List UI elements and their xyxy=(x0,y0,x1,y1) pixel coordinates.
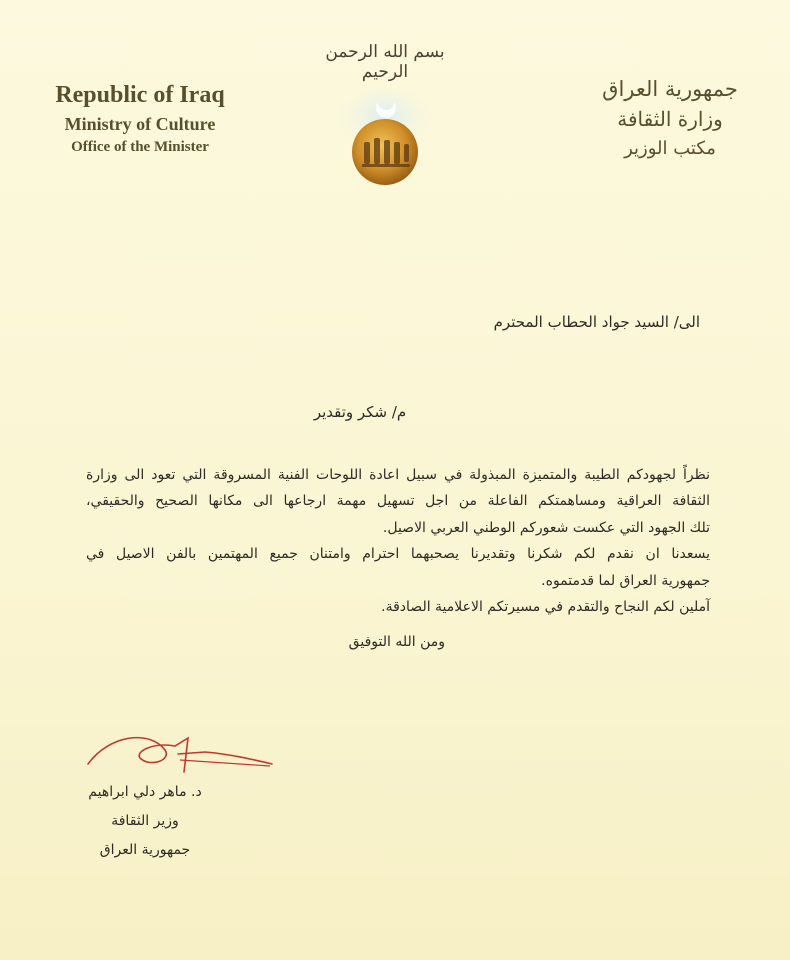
addressee-line: الى/ السيد جواد الحطاب المحترم xyxy=(493,313,700,331)
letterhead-office-en: Office of the Minister xyxy=(71,139,209,155)
signatory-country: جمهورية العراق xyxy=(99,842,191,858)
subject-line: م/ شكر وتقدير xyxy=(313,403,407,421)
letterhead-country-ar: جمهورية العراق xyxy=(602,77,738,101)
letterhead-ministry-ar: وزارة الثقافة xyxy=(617,107,723,131)
body-line-6: آملين لكم النجاح والتقدم في مسيرتكم الاعلامية الصادقة. xyxy=(381,599,710,616)
closing-line: ومن الله التوفيق xyxy=(348,634,445,650)
signatory-block xyxy=(60,778,230,865)
body-line-1: نظراً لجهودكم الطيبة والمتميزة المبذولة في سبيل اعادة اللوحات الفنية المسروقة التي تعود الى وزارة xyxy=(86,467,710,483)
body-line-3: تلك الجهود التي عكست شعوركم الوطني العربي الاصيل. xyxy=(382,519,710,536)
letterhead-country-en: Republic of Iraq xyxy=(55,82,225,108)
letterhead-ministry-en: Ministry of Culture xyxy=(64,114,216,134)
ministry-emblem-icon xyxy=(330,84,440,194)
handwritten-signature xyxy=(80,724,280,784)
letterhead-english xyxy=(40,80,240,158)
letter-body xyxy=(86,462,710,620)
letterhead-office-ar: مكتب الوزير xyxy=(624,138,716,159)
body-line-2: الثقافة العراقية ومساهمتكم الفاعلة من اجل تسهيل مهمة ارجاعها الى مكانها الصحيح والحقيقي، xyxy=(86,493,710,510)
letterhead-arabic xyxy=(590,74,750,164)
body-line-5: جمهورية العراق لما قدمتموه. xyxy=(541,572,710,589)
signatory-name: د. ماهر دلي ابراهيم xyxy=(88,784,202,800)
body-line-4: يسعدنا ان نقدم لكم شكرنا وتقديرنا يصحبهما احترام وامتنان جميع المهتمين بالفن الاصيل في xyxy=(86,546,710,563)
basmala-calligraphy: بسم الله الرحمن الرحيم xyxy=(325,42,445,82)
signatory-title: وزير الثقافة xyxy=(111,813,179,829)
